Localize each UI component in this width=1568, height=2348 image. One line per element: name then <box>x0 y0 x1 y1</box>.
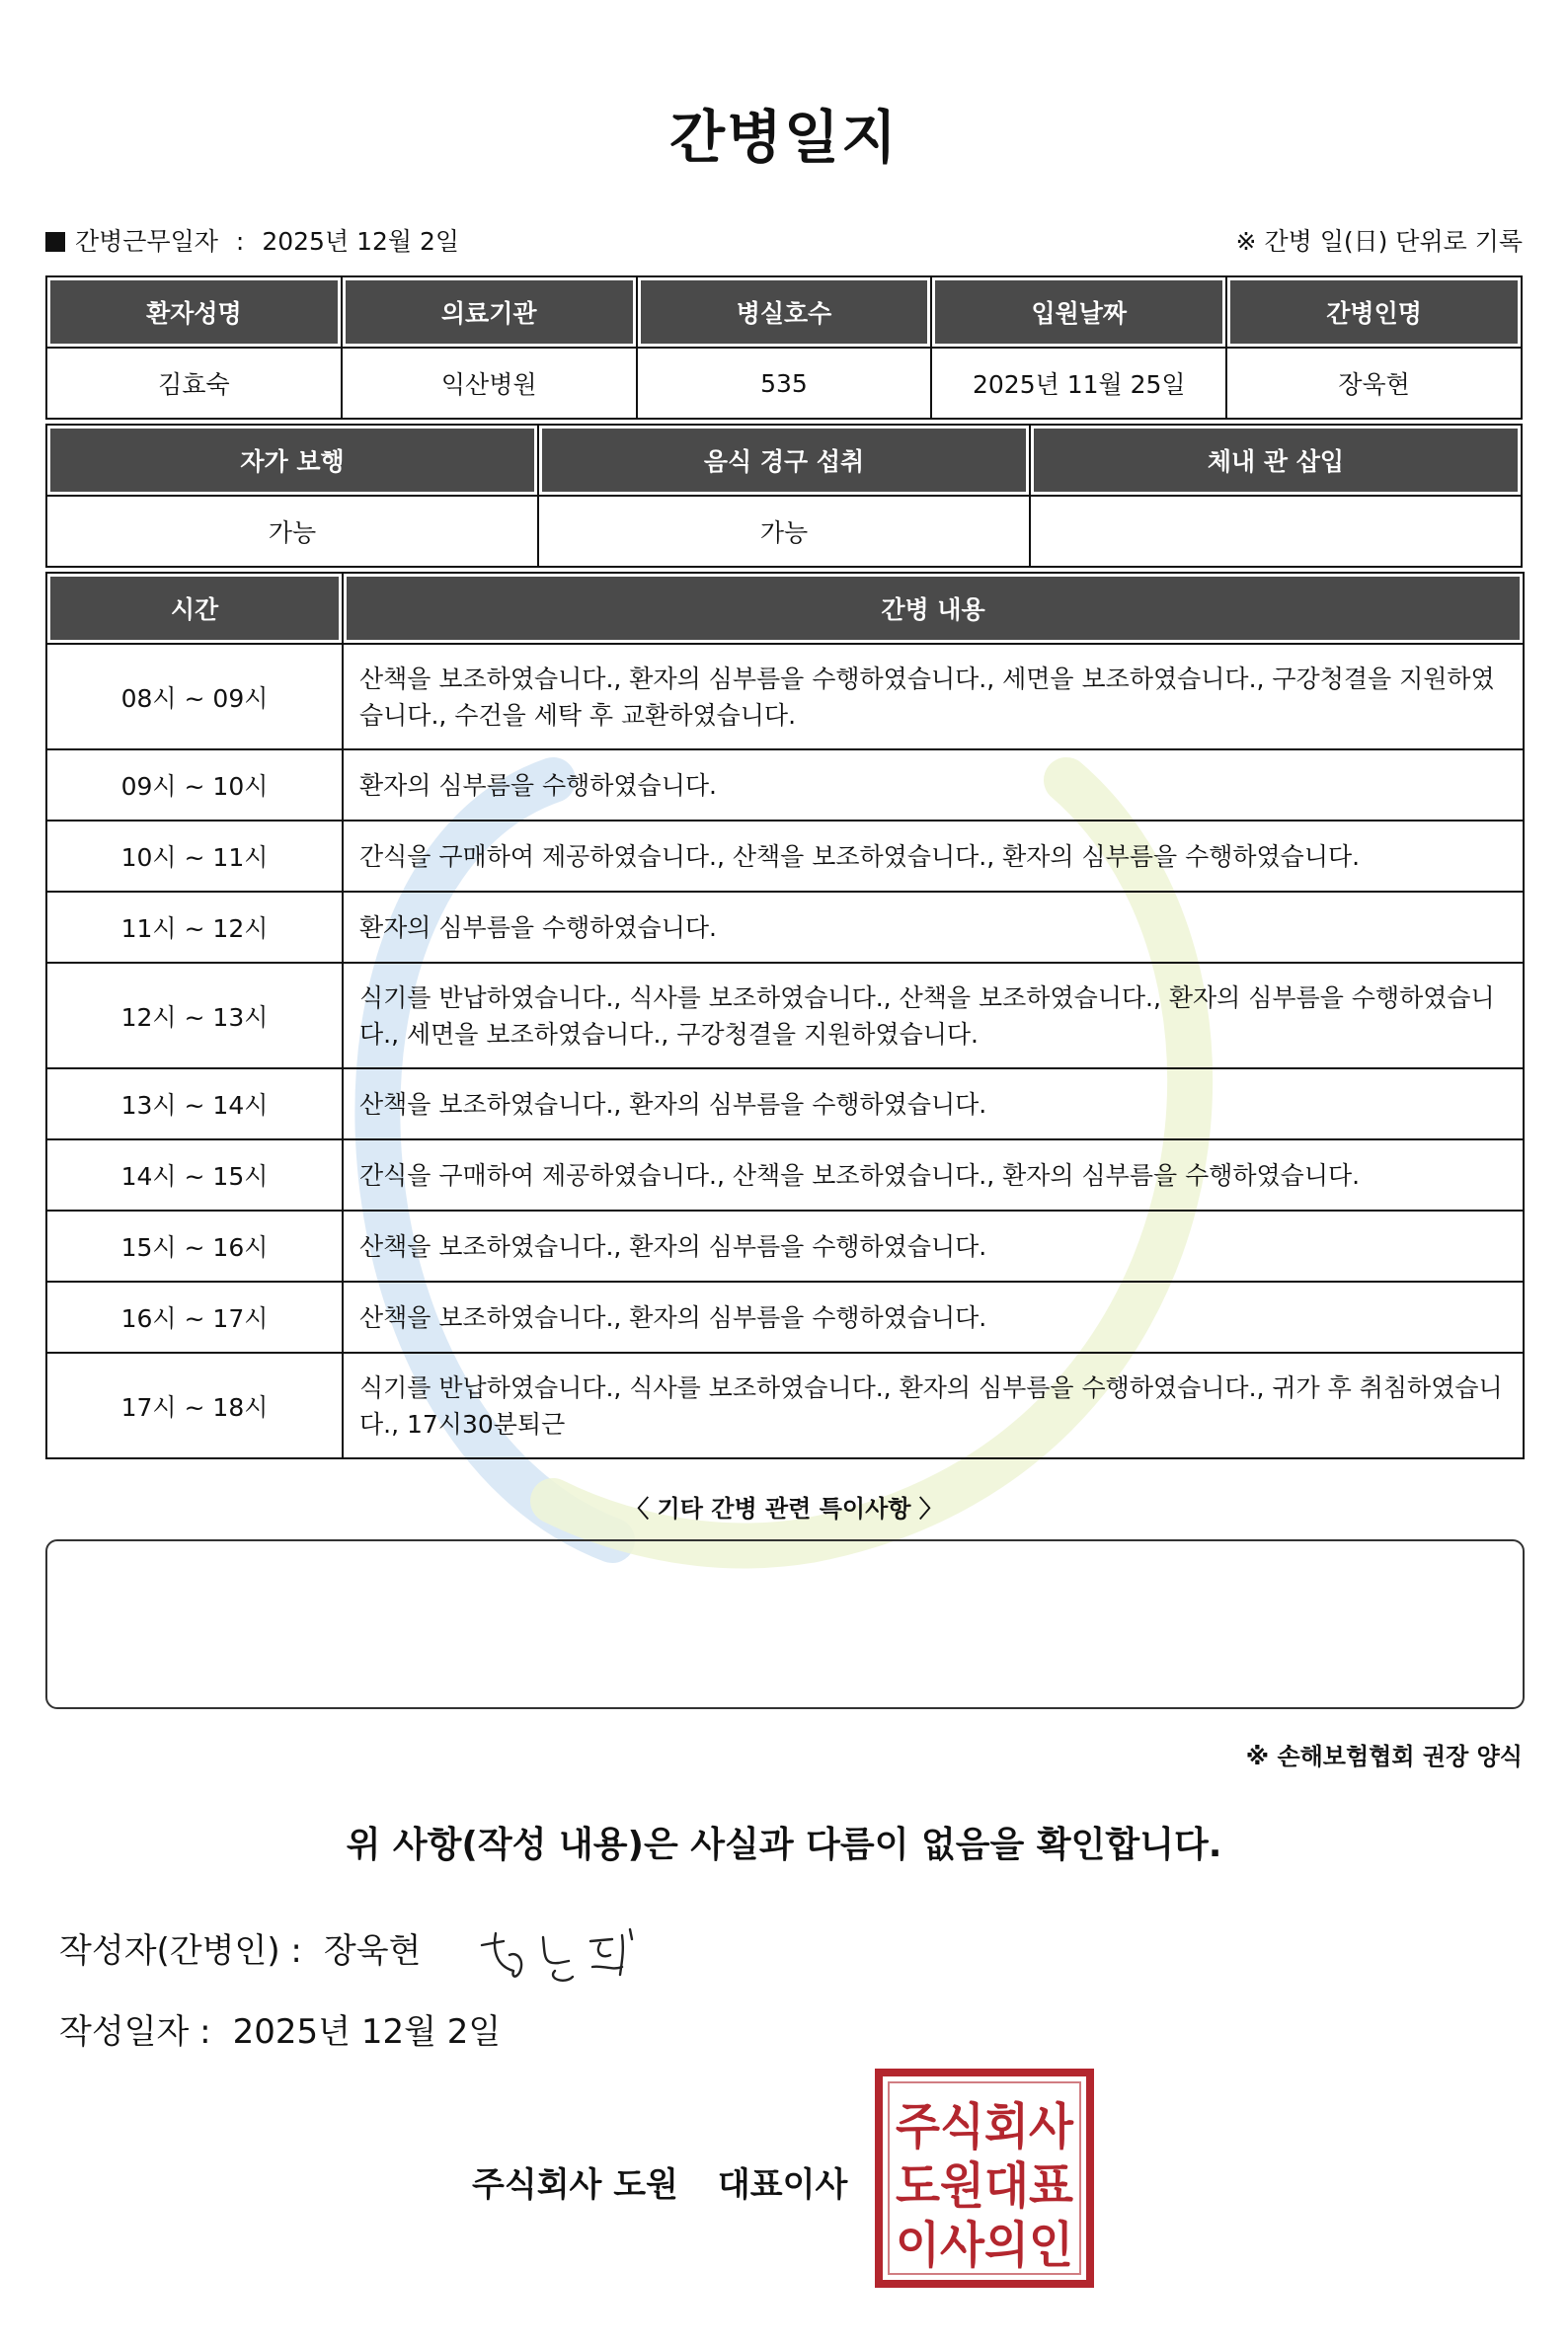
work-date-value: 2025년 12월 2일 <box>262 227 460 256</box>
header-room: 병실호수 <box>638 277 933 349</box>
row-content: 식기를 반납하였습니다., 식사를 보조하였습니다., 환자의 심부름을 수행하였습니다., 귀가 후 취침하였습니다., 17시30분퇴근 <box>344 1354 1525 1459</box>
work-date <box>45 222 459 258</box>
header-walking: 자가 보행 <box>47 426 539 497</box>
table-row <box>47 750 1525 822</box>
header-care-content: 간병 내용 <box>344 574 1525 645</box>
row-time: 16시 ~ 17시 <box>47 1283 344 1354</box>
table-row <box>47 1069 1525 1140</box>
company-ceo-title: 대표이사 <box>717 2165 848 2205</box>
walking-status: 가능 <box>47 497 539 568</box>
writer-label: 작성자(간병인) : <box>59 1931 302 1971</box>
row-content: 산책을 보조하였습니다., 환자의 심부름을 수행하였습니다. <box>344 1212 1525 1283</box>
header-hospital: 의료기관 <box>343 277 638 349</box>
row-time: 15시 ~ 16시 <box>47 1212 344 1283</box>
header-patient-name: 환자성명 <box>47 277 343 349</box>
row-time: 14시 ~ 15시 <box>47 1140 344 1212</box>
hospital-name: 익산병원 <box>343 349 638 420</box>
row-time: 09시 ~ 10시 <box>47 750 344 822</box>
header-tube: 체내 관 삽입 <box>1031 426 1523 497</box>
header-admission-date: 입원날짜 <box>932 277 1227 349</box>
table-row <box>47 1354 1525 1459</box>
row-content: 간식을 구매하여 제공하였습니다., 산책을 보조하였습니다., 환자의 심부름을 수행하였습니다. <box>344 822 1525 893</box>
work-date-label: 간병근무일자 <box>75 227 218 256</box>
square-bullet-icon <box>45 232 65 252</box>
row-content: 간식을 구매하여 제공하였습니다., 산책을 보조하였습니다., 환자의 심부름을 수행하였습니다. <box>344 1140 1525 1212</box>
writer-row <box>59 1923 421 1972</box>
table-row <box>47 822 1525 893</box>
tube-status <box>1031 497 1523 568</box>
table-row <box>47 964 1525 1069</box>
company-seal <box>875 2069 1094 2288</box>
svg-text:이사의인: 이사의인 <box>896 2217 1073 2274</box>
row-time: 12시 ~ 13시 <box>47 964 344 1069</box>
written-date-label: 작성일자 : <box>59 2012 211 2052</box>
row-time: 17시 ~ 18시 <box>47 1354 344 1459</box>
row-time: 13시 ~ 14시 <box>47 1069 344 1140</box>
table-row <box>47 645 1525 750</box>
row-time: 10시 ~ 11시 <box>47 822 344 893</box>
caregiver-name: 장욱현 <box>1227 349 1523 420</box>
written-date-value: 2025년 12월 2일 <box>232 2012 502 2052</box>
svg-text:도원대표: 도원대표 <box>896 2157 1074 2215</box>
standard-form-note: ※ 손해보험협회 권장 양식 <box>1245 1743 1523 1770</box>
header-oral-intake: 음식 경구 섭취 <box>539 426 1031 497</box>
row-content: 산책을 보조하였습니다., 환자의 심부름을 수행하였습니다. <box>344 1069 1525 1140</box>
patient-name: 김효숙 <box>47 349 343 420</box>
table-row <box>47 1283 1525 1354</box>
written-date-row <box>59 2004 501 2053</box>
oral-intake-status: 가능 <box>539 497 1031 568</box>
handwritten-signature <box>474 1916 662 1995</box>
row-content: 식기를 반납하였습니다., 식사를 보조하였습니다., 산책을 보조하였습니다., 환자의 심부름을 수행하였습니다., 세면을 보조하였습니다., 구강청결을 지원하였습니다. <box>344 964 1525 1069</box>
meta-row <box>45 222 1523 262</box>
admission-date: 2025년 11월 25일 <box>932 349 1227 420</box>
table-row <box>47 1212 1525 1283</box>
patient-info-table <box>45 275 1523 420</box>
header-time: 시간 <box>47 574 344 645</box>
row-content: 산책을 보조하였습니다., 환자의 심부름을 수행하였습니다., 세면을 보조하였습니다., 구강청결을 지원하였습니다., 수건을 세탁 후 교환하였습니다. <box>344 645 1525 750</box>
special-notes-box <box>45 1539 1525 1709</box>
table-row <box>47 1140 1525 1212</box>
company-line <box>472 2157 847 2206</box>
row-time: 11시 ~ 12시 <box>47 893 344 964</box>
care-log-table <box>45 572 1525 1459</box>
patient-status-table <box>45 424 1523 568</box>
unit-note: ※ 간병 일(日) 단위로 기록 <box>1235 227 1523 256</box>
row-content: 환자의 심부름을 수행하였습니다. <box>344 750 1525 822</box>
confirmation-statement: 위 사항(작성 내용)은 사실과 다름이 없음을 확인합니다. <box>346 1825 1222 1865</box>
row-content: 환자의 심부름을 수행하였습니다. <box>344 893 1525 964</box>
row-time: 08시 ~ 09시 <box>47 645 344 750</box>
header-caregiver: 간병인명 <box>1227 277 1523 349</box>
work-date-colon: : <box>235 227 245 256</box>
svg-text:주식회사: 주식회사 <box>896 2098 1074 2155</box>
company-name: 주식회사 도원 <box>472 2165 678 2205</box>
writer-name: 장욱현 <box>323 1931 422 1971</box>
special-notes-title: 〈 기타 간병 관련 특이사항 〉 <box>625 1495 943 1523</box>
table-row <box>47 893 1525 964</box>
room-number: 535 <box>638 349 933 420</box>
document-title: 간병일지 <box>668 104 900 171</box>
row-content: 산책을 보조하였습니다., 환자의 심부름을 수행하였습니다. <box>344 1283 1525 1354</box>
